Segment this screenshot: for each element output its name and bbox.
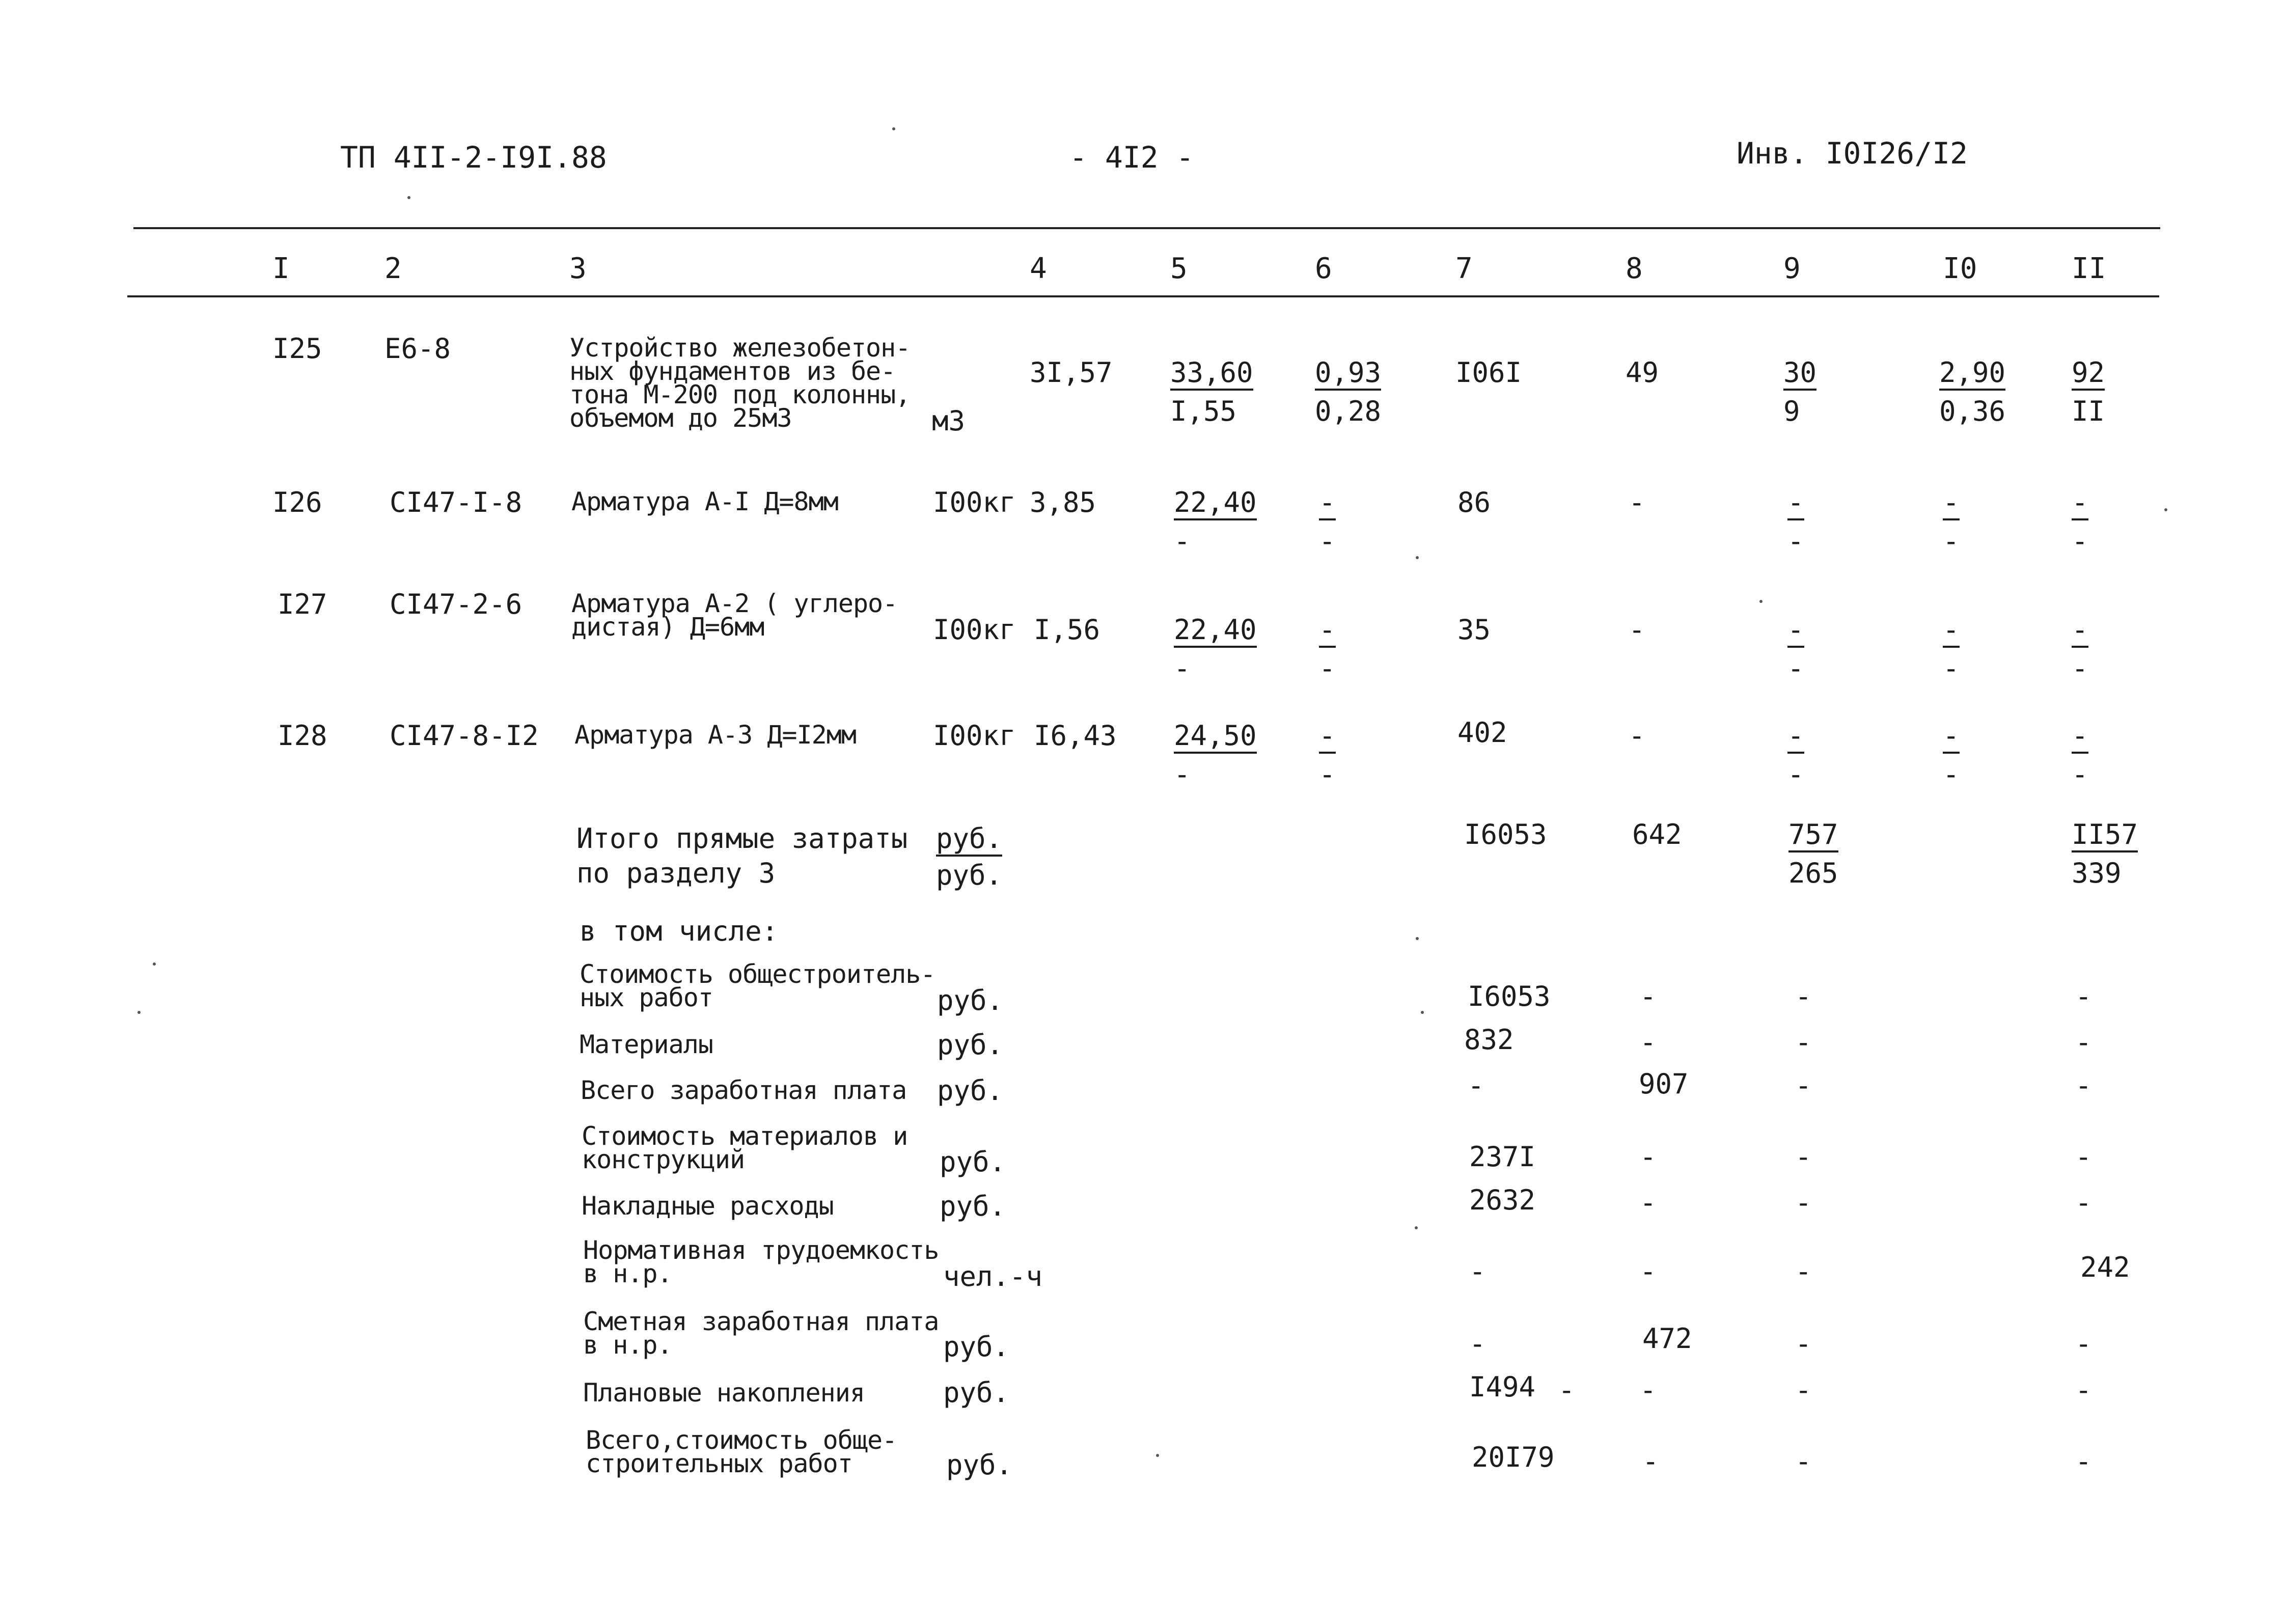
work-description: Устройство железобетон- ных фундаментов из бе- тона М-200 под колонны, объемом до 25м3 xyxy=(569,333,911,433)
labor-unit: - - xyxy=(1943,720,1960,790)
summary-c8: - xyxy=(1640,980,1657,1012)
unit-cost: 22,40 - xyxy=(1174,486,1257,557)
unit-wage: - - xyxy=(1319,614,1336,684)
row-number: I25 xyxy=(272,333,322,365)
machine-cost: - - xyxy=(1787,486,1804,557)
unit-cost: 22,40 - xyxy=(1174,614,1257,684)
quantity: 3,85 xyxy=(1030,486,1096,518)
summary-c8: - xyxy=(1640,1187,1657,1219)
summary-c7: 832 xyxy=(1464,1024,1514,1056)
labor-unit: - - xyxy=(1943,614,1960,684)
total-labor: $\frac{II57}{339}$ xyxy=(2072,818,2138,889)
labor-unit: - - xyxy=(1943,486,1960,557)
total-label-line1: Итого прямые затраты xyxy=(576,822,908,855)
summary-c9: - xyxy=(1795,1026,1812,1058)
summary-c11: - xyxy=(2075,1445,2092,1477)
summary-c9: - xyxy=(1795,1445,1812,1477)
machine-cost: - - xyxy=(1787,614,1804,684)
machine-cost: $\frac{30}{9}$ xyxy=(1783,356,1817,427)
summary-c8: - xyxy=(1640,1374,1657,1406)
unit-cost: $\frac{33,60}{I,55}$ xyxy=(1170,356,1253,427)
column-header: II xyxy=(2072,252,2106,285)
total-wage: - xyxy=(1629,614,1645,646)
scan-speck xyxy=(407,196,410,199)
work-description: Арматура А-3 Д=I2мм xyxy=(574,720,856,750)
summary-c7-extra: - xyxy=(1558,1374,1575,1406)
labor-unit: $\frac{2,90}{0,36}$ xyxy=(1939,356,2006,427)
summary-label: Стоимость общестроитель- ных работ xyxy=(580,959,935,1012)
unit: I00кг xyxy=(933,486,1016,518)
table-header-rule xyxy=(127,295,2159,297)
summary-unit: руб. xyxy=(940,1190,1006,1222)
summary-label: Накладные расходы xyxy=(582,1191,834,1221)
column-header: I xyxy=(272,252,290,285)
summary-c7: 20I79 xyxy=(1472,1441,1555,1473)
summary-c11: - xyxy=(2075,1328,2092,1360)
unit: I00кг xyxy=(933,720,1016,752)
summary-c11: 242 xyxy=(2080,1251,2130,1283)
summary-c9: - xyxy=(1795,1069,1812,1102)
quantity: 3I,57 xyxy=(1030,356,1113,389)
unit-wage: $\frac{0,93}{0,28}$ xyxy=(1315,356,1382,427)
column-header: 8 xyxy=(1626,252,1643,285)
total-cost: 86 xyxy=(1457,486,1491,518)
table-top-rule xyxy=(133,227,2160,229)
column-header: 4 xyxy=(1030,252,1047,285)
summary-label: Плановые накопления xyxy=(583,1378,865,1408)
unit: I00кг xyxy=(933,614,1016,646)
quantity: I,56 xyxy=(1034,614,1100,646)
summary-c11: - xyxy=(2075,1026,2092,1058)
summary-c8: - xyxy=(1642,1445,1659,1477)
unit-cost: 24,50 - xyxy=(1174,720,1257,790)
summary-c7: - xyxy=(1469,1255,1486,1287)
quantity: I6,43 xyxy=(1034,720,1117,752)
summary-c7: - xyxy=(1468,1069,1484,1102)
summary-unit: руб. xyxy=(943,1377,1010,1409)
total-wage: 642 xyxy=(1632,818,1682,850)
summary-unit: руб. xyxy=(937,1029,1004,1061)
total-cost: I6053 xyxy=(1464,818,1547,850)
summary-label: Сметная заработная плата в н.р. xyxy=(583,1307,939,1360)
total-cost: 35 xyxy=(1457,614,1491,646)
summary-label: Всего,стоимость обще- строительных работ xyxy=(586,1425,897,1478)
summary-c8: 907 xyxy=(1639,1068,1689,1100)
scan-speck xyxy=(1416,556,1419,559)
summary-c8: 472 xyxy=(1642,1323,1692,1355)
scan-speck xyxy=(1421,1011,1424,1014)
summary-c8: - xyxy=(1640,1026,1657,1058)
unit: м3 xyxy=(932,405,966,437)
summary-c7: I6053 xyxy=(1468,980,1551,1012)
labor-total: - - xyxy=(2072,486,2088,557)
machine-cost: - - xyxy=(1787,720,1804,790)
summary-unit: руб. xyxy=(943,1331,1010,1363)
summary-unit: чел.-ч xyxy=(943,1260,1043,1292)
summary-label: Всего заработная плата xyxy=(581,1076,907,1105)
norm-code: Е6-8 xyxy=(384,333,451,365)
page-number: - 4I2 - xyxy=(1069,140,1194,175)
work-description: Арматура А-2 ( углеро- дистая) Д=6мм xyxy=(571,589,898,642)
summary-c9: - xyxy=(1795,1255,1812,1287)
row-number: I26 xyxy=(272,486,322,518)
summary-c9: - xyxy=(1795,1374,1812,1406)
summary-c11: - xyxy=(2075,1187,2092,1219)
column-header: 5 xyxy=(1170,252,1188,285)
unit-wage: - - xyxy=(1319,486,1336,557)
summary-c8: - xyxy=(1640,1141,1657,1173)
summary-c11: - xyxy=(2075,1374,2092,1406)
column-header: 2 xyxy=(384,252,402,285)
scan-speck xyxy=(137,1011,141,1014)
summary-label: Материалы xyxy=(580,1030,713,1059)
summary-c7: 2632 xyxy=(1469,1184,1536,1216)
summary-unit: руб. xyxy=(937,984,1004,1016)
summary-c11: - xyxy=(2075,1069,2092,1102)
summary-c11: - xyxy=(2075,980,2092,1012)
scan-speck xyxy=(1759,600,1763,603)
total-wage: - xyxy=(1629,486,1645,518)
norm-code: СI47-8-I2 xyxy=(390,720,539,752)
summary-c7: I494 xyxy=(1469,1371,1536,1403)
summary-c9: - xyxy=(1795,1328,1812,1360)
inventory-number: Инв. I0I26/I2 xyxy=(1737,136,1968,171)
labor-total: - - xyxy=(2072,720,2088,790)
summary-c9: - xyxy=(1795,980,1812,1012)
norm-code: СI47-2-6 xyxy=(390,588,522,620)
labor-total: $\frac{92}{II}$ xyxy=(2072,356,2105,427)
labor-total: - - xyxy=(2072,614,2088,684)
summary-c11: - xyxy=(2075,1141,2092,1173)
including-label: в том числе: xyxy=(580,915,779,947)
column-header: I0 xyxy=(1943,252,1977,285)
total-machine-cost: $\frac{757}{265}$ xyxy=(1788,818,1838,889)
column-header: 6 xyxy=(1315,252,1332,285)
summary-label: Нормативная трудоемкость в н.р. xyxy=(583,1235,939,1288)
summary-c8: - xyxy=(1640,1255,1657,1287)
summary-c9: - xyxy=(1795,1187,1812,1219)
column-header: 9 xyxy=(1783,252,1801,285)
summary-unit: руб. xyxy=(940,1146,1006,1178)
total-cost: 402 xyxy=(1457,717,1507,749)
total-label-line2: по разделу 3 xyxy=(576,857,776,889)
row-number: I27 xyxy=(278,588,327,620)
scan-speck xyxy=(2164,508,2167,511)
doc-code: ТП 4II-2-I9I.88 xyxy=(340,140,607,175)
scan-speck xyxy=(1415,1226,1418,1229)
scan-speck xyxy=(1416,937,1419,940)
scan-speck xyxy=(892,127,895,130)
summary-unit: руб. xyxy=(937,1075,1004,1107)
total-wage: 49 xyxy=(1626,356,1659,389)
summary-c9: - xyxy=(1795,1141,1812,1173)
work-description: Арматура А-I Д=8мм xyxy=(571,487,838,516)
summary-label: Стоимость материалов и конструкций xyxy=(582,1121,908,1174)
row-number: I28 xyxy=(278,720,327,752)
column-header: 3 xyxy=(569,252,587,285)
summary-c7: 237I xyxy=(1469,1141,1536,1173)
summary-unit: руб. xyxy=(946,1449,1013,1481)
norm-code: СI47-I-8 xyxy=(390,486,522,518)
column-header: 7 xyxy=(1455,252,1473,285)
total-cost: I06I xyxy=(1455,356,1522,389)
total-unit: руб. руб. xyxy=(936,822,1003,891)
scan-speck xyxy=(1156,1454,1159,1457)
unit-wage: - - xyxy=(1319,720,1336,790)
summary-c7: - xyxy=(1469,1328,1486,1360)
total-wage: - xyxy=(1629,720,1645,752)
scan-speck xyxy=(153,962,156,966)
